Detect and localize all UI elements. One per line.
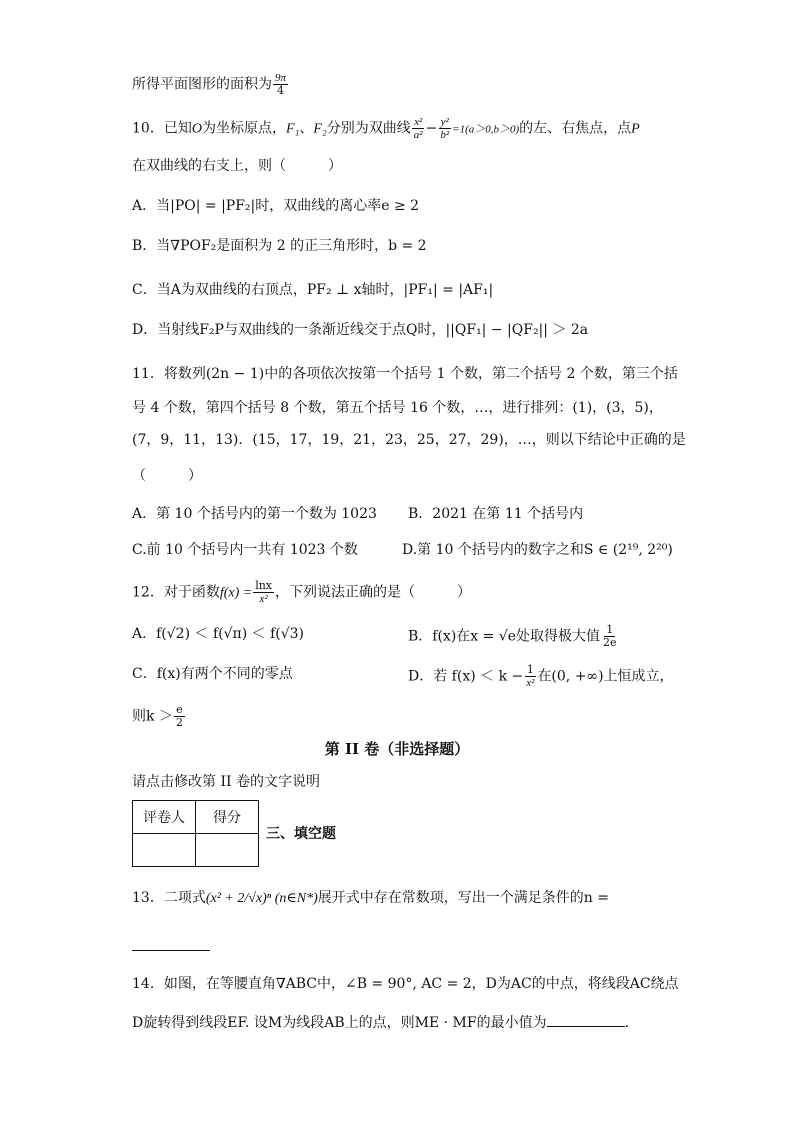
q11-option-d: D.第 10 个括号内的数字之和S ∈ (2¹⁹, 2²⁰) [402,542,673,558]
q12-option-b: B．f(x)在x = √e处取得极大值 $\frac{1}{2e}$ [408,623,617,649]
hyperbola-x-term: $\frac{\text{x²}}{\text{a²}}$ [413,116,423,141]
q10-stem-line1: 10．已知O为坐标原点，F₁、F₂分别为双曲线 $\frac{\text{x²}}{\text{a²}}$ − $\frac{\text{y²}}{\text{b²}}$ =1(a＞0,b＞0)的左、右焦点，点P [132,116,640,141]
q14-stem-line2: D旋转得到线段EF. 设M为线段AB上的点，则ME · MF的最小值为 . [132,1012,629,1033]
q13-answer-blank[interactable] [132,936,210,957]
q12-stem: 12．对于函数f(x) = $\frac{\ln x}{\text{x²}}$ ，下列说法正确的是（ ） [132,579,472,605]
q12-function-fraction: $\frac{\ln x}{\text{x²}}$ [255,579,273,605]
q11-option-b: B．2021 在第 11 个括号内 [408,506,584,522]
q10-option-d: D．当射线F₂P与双曲线的一条渐近线交于点Q时，||QF₁| − |QF₂|| ＞ 2a [132,322,589,338]
q11-stem-line3: (7，9，11，13)．(15，17，19，21，23，25，27，29)，…，则以下结论中正确的是 [132,432,686,448]
q10-option-a: A．当|PO| = |PF₂|时，双曲线的离心率e ≥ 2 [132,198,420,214]
grader-cell [133,834,196,867]
q11-stem-line4: （ ） [132,468,202,484]
prev-answer-line [132,72,289,97]
section-note[interactable]: 请点击修改第 II 卷的文字说明 [132,774,320,790]
q13-stem: 13．二项式(x² + 2/√x)ⁿ (n∈N*)展开式中存在常数项，写出一个满足条件的n = [132,890,609,906]
q10-stem-line2: 在双曲线的右支上，则（ ） [132,158,342,174]
q11-option-a: A．第 10 个括号内的第一个数为 1023 [132,506,377,522]
q11-stem-line2: 号 4 个数，第四个括号 8 个数，第五个括号 16 个数，…，进行排列：(1)，(3，5)， [132,400,663,416]
q12-option-a: A．f(√2) ＜ f(√π) ＜ f(√3) [132,626,305,642]
q12-option-c: C．f(x)有两个不同的零点 [132,666,293,682]
prev-answer-text: 所得平面图形的面积为 [132,76,272,93]
score-cell [196,834,259,867]
hyperbola-y-term: $\frac{\text{y²}}{\text{b²}}$ [440,116,450,141]
q12-option-d: D．若 f(x) ＜ k − $\frac{1}{\text{x²}}$ 在(0, +∞)上恒成立， [408,663,674,689]
part-heading: 三、填空题 [266,826,336,842]
grader-header: 评卷人 [133,801,196,834]
section-title: 第 II 卷（非选择题） [324,740,470,758]
q10-option-c: C．当A为双曲线的右顶点，PF₂ ⊥ x轴时，|PF₁| = |AF₁| [132,282,494,298]
q11-option-c: C.前 10 个括号内一共有 1023 个数 [132,542,358,558]
q11-stem-line1: 11．将数列(2n − 1)中的各项依次按第一个括号 1 个数，第二个括号 2 个数，第三个括 [132,366,678,382]
q10-option-b: B．当∇POF₂是面积为 2 的正三角形时，b = 2 [132,238,427,254]
q12-option-d-tail: 则k ＞ $\frac{e}{2}$ [132,703,183,729]
score-header: 得分 [196,801,259,834]
score-table [132,800,259,867]
q14-answer-blank[interactable] [547,1012,625,1027]
q14-stem-line1: 14．如图，在等腰直角∇ABC中，∠B = 90°, AC = 2，D为AC的中点，将线段AC绕点 [132,976,679,992]
prev-answer-fraction: $\frac{9\pi}{4}$ [275,72,287,97]
